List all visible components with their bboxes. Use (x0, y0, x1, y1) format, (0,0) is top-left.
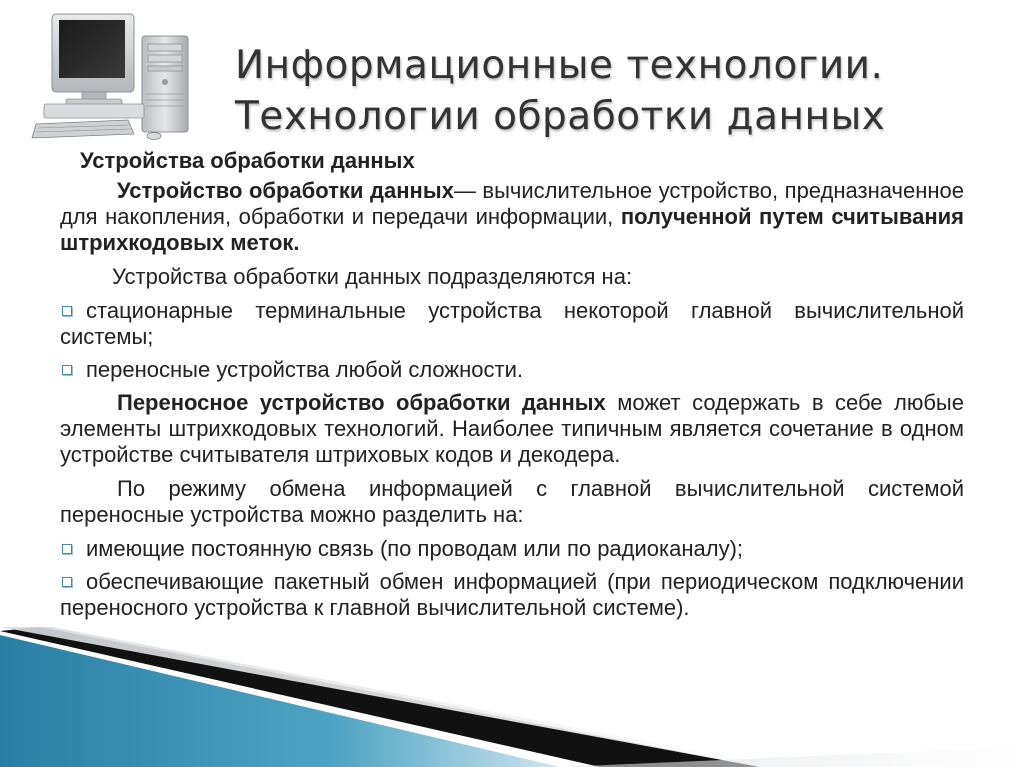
portable-text: может содержать в себе любые элементы штрихкодовых технологий. Наиболее типичным является сочетание в одном устройстве считывателя штриховых кодов и декодера. (60, 390, 964, 467)
paragraph-exchange: По режиму обмена информацией с главной вычислительной системой переносные устройства можно разделить на: (60, 476, 964, 527)
section-subheading: Устройства обработки данных (80, 148, 415, 173)
hollow-square-icon (62, 577, 72, 587)
title-line-1: Информационные технологии. (235, 43, 884, 88)
hollow-square-icon (62, 544, 72, 554)
slide-title (235, 40, 995, 142)
list-item (60, 298, 964, 350)
paragraph-definition (60, 178, 964, 256)
hollow-square-icon (62, 306, 72, 316)
list-item-text: переносные устройства любой сложности. (86, 357, 523, 382)
definition-bold-end: полученной путем считывания штрихкодовых меток. (60, 204, 964, 255)
list-item-text: стационарные терминальные устройства некоторой главной вычислительной системы; (60, 298, 964, 349)
title-line-2: Технологии обработки данных (235, 94, 886, 139)
list-item (60, 357, 964, 383)
list-item-text: имеющие постоянную связь (по проводам или по радиоканалу); (86, 536, 744, 561)
definition-text: — вычислительное устройство, предназначенное для накопления, обработки и передачи информации, (60, 178, 964, 229)
paragraph-portable (60, 390, 964, 468)
decorative-swoosh (0, 627, 1024, 767)
portable-term-bold: Переносное устройство обработки данных (117, 390, 606, 415)
paragraph-subdivision: Устройства обработки данных подразделяются на: (112, 264, 633, 289)
hollow-square-icon (62, 365, 72, 375)
slide-content (60, 148, 964, 628)
desktop-computer-icon (30, 12, 200, 140)
list-item (60, 536, 964, 562)
term-bold: Устройство обработки данных (117, 178, 454, 203)
list-item (60, 569, 964, 621)
list-item-text: обеспечивающие пакетный обмен информацией (при периодическом подключении переносного устройства к главной вычислительной системе). (60, 569, 964, 620)
